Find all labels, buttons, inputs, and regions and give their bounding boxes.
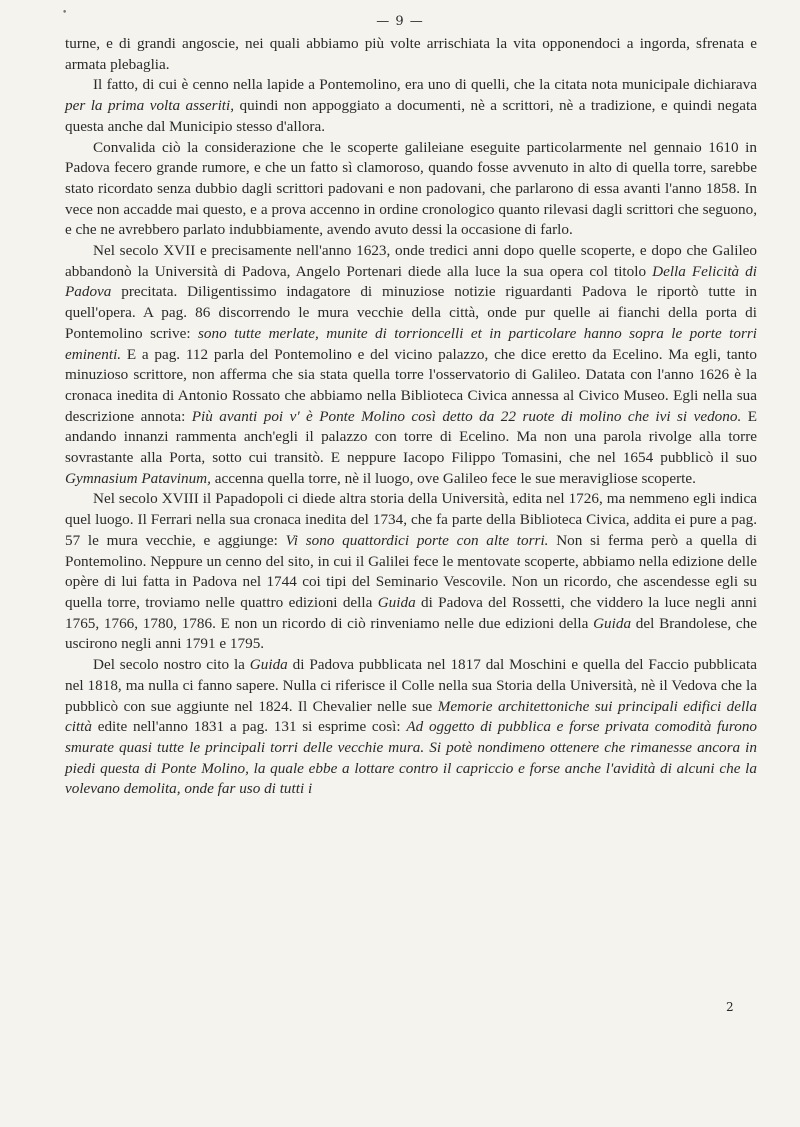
italic-segment: Gymnasium Patavinum,: [65, 469, 211, 487]
text-segment: del Brandolese, che uscirono negli anni 1791 e 1795.: [65, 614, 757, 653]
page-number: — 9 —: [376, 14, 424, 29]
text-segment: Del secolo nostro cito la: [93, 656, 250, 674]
margin-mark: •: [62, 8, 68, 18]
italic-segment: Più avanti poi v' è Ponte Molino così detto da 22 ruote di molino che ivi si vedono.: [191, 407, 742, 425]
italic-segment: Guida: [249, 656, 288, 674]
italic-segment: per la prima volta asseriti,: [65, 97, 235, 115]
text-segment: quindi non appoggiato a documenti, nè a scrittori, nè a tradizione, e quindi negata questa anche dal Municipio stesso d'allora.: [65, 97, 757, 135]
text-segment: E andando innanzi rammenta anch'egli il palazzo con torre di Ecelino. Ma non una parola rivolge alla torre sovrastante alla Porta, sotto cui transitò. E neppure Iacopo Filippo Tomasini, che nel 1654 pubblicò il suo: [65, 407, 757, 467]
text-segment: Nel secolo XVII e precisamente nell'anno 1623, onde tredici anni dopo quelle scoperte, e dopo che Galileo abbandonò la Università di Padova, Angelo Portenari diede alla luce la sua opera col titolo: [65, 242, 757, 280]
text-segment: turne, e di grandi angoscie, nei quali abbiamo più volte arrischiata la vita opponendoci a ingorda, sfrenata e armata plebaglia.: [65, 35, 757, 73]
italic-segment: sono tutte merlate, munite di torrioncelli et in particolare hanno sopra le porte torri eminenti.: [65, 324, 757, 363]
text-segment: Convalida ciò la considerazione che le scoperte galileiane eseguite particolarmente nel gennaio 1610 in Padova fecero grande rumore, e che un fatto sì clamoroso, quando fosse avvenuto in alto di quella torre, sarebbe stato ricordato senza dubbio dagli scrittori padovani e non padovani, che parlarono di essa avanti l'anno 1858. In vece non accadde mai questo, e a prova accenno in ordine cronologico quanto rilevasi dagli scrittori che seguono, e che ne avrebbero parlato indubbiamente, avendo avuto dessi la occasione di farlo.: [65, 138, 757, 239]
italic-segment: Ad oggetto di pubblica e forse privata comodità furono smurate quasi tutte le principali torri delle vecchie mura. Si potè nondimeno ottenere che rimanesse ancora in piedi questa di Ponte Molino, la quale ebbe a lottare contro il capriccio e forse anche l'avidità di alcuni che la volevano demolita, onde far uso di tutti i: [65, 718, 758, 798]
paragraph-continuation: [65, 34, 757, 75]
italic-segment: Memorie architettoniche sui principali edifici della città: [65, 697, 757, 736]
signature-mark: 2: [726, 1000, 734, 1014]
paragraph: [65, 138, 757, 242]
paragraph: [65, 75, 757, 137]
text-segment: precitata. Diligentissimo indagatore di minuziose notizie riguardanti Padova le riportò tutte in quell'opera. A pag. 86 discorrendo le mura vecchie della città, onde pur quelle ai fianchi della porta di Pontemolino scrive:: [65, 283, 757, 342]
paragraph: [65, 241, 757, 489]
body-text: [65, 34, 757, 800]
text-segment: Il fatto, di cui è cenno nella lapide a Pontemolino, era uno di quelli, che la citata nota municipale dichiarava: [93, 76, 757, 94]
text-segment: Nel secolo XVIII il Papadopoli ci diede altra storia della Università, edita nel 1726, ma nemmeno egli indica quel luogo. Il Ferrari nella sua cronaca inedita del 1734, che fa parte della Biblioteca Civica, addita ei pure a pag. 57 le mura vecchie, e aggiunge:: [65, 490, 757, 549]
paragraph: [65, 655, 757, 800]
text-segment: edite nell'anno 1831 a pag. 131 si esprime così:: [92, 718, 407, 736]
italic-segment: Della Felicità di Padova: [65, 262, 757, 301]
text-segment: di Padova pubblicata nel 1817 dal Moschini e quella del Faccio pubblicata nel 1818, ma nulla ci fanno sapere. Nulla ci riferisce il Colle nella sua Storia della Università, nè il Vedova che la pubblicò con sue aggiunte nel 1824. Il Chevalier nelle sue: [65, 656, 757, 715]
italic-segment: Vi sono quattordici porte con alte torri.: [285, 531, 549, 549]
italic-segment: Guida: [593, 614, 632, 632]
text-segment: E a pag. 112 parla del Pontemolino e del vicino palazzo, che dice eretto da Ecelino. Ma egli, tanto minuzioso scrittore, non afferma che sia stata quella torre l'osservatorio di Galileo. Datata con l'anno 1626 è la cronaca inedita di Antonio Rossato che abbiamo nella Biblioteca Civica annessa al Civico Museo. Egli nella sua descrizione annota:: [65, 345, 757, 425]
text-segment: accenna quella torre, nè il luogo, ove Galileo fece le sue meravigliose scoperte.: [210, 469, 696, 487]
italic-segment: Guida: [377, 593, 416, 611]
text-segment: Non si ferma però a quella di Pontemolino. Neppure un cenno del sito, in cui il Galilei fece le mentovate scoperte, abbiamo nella edizione delle opère di lui fatta in Padova nel 1744 coi tipi del Seminario Vescovile. Non un ricordo, che ascendesse egli su quella torre, troviamo nelle quattro edizioni della: [65, 531, 757, 611]
text-segment: di Padova del Rossetti, che viddero la luce negli anni 1765, 1766, 1780, 1786. E non un ricordo di ciò rinveniamo nelle due edizioni della: [65, 593, 757, 632]
paragraph: [65, 489, 757, 655]
